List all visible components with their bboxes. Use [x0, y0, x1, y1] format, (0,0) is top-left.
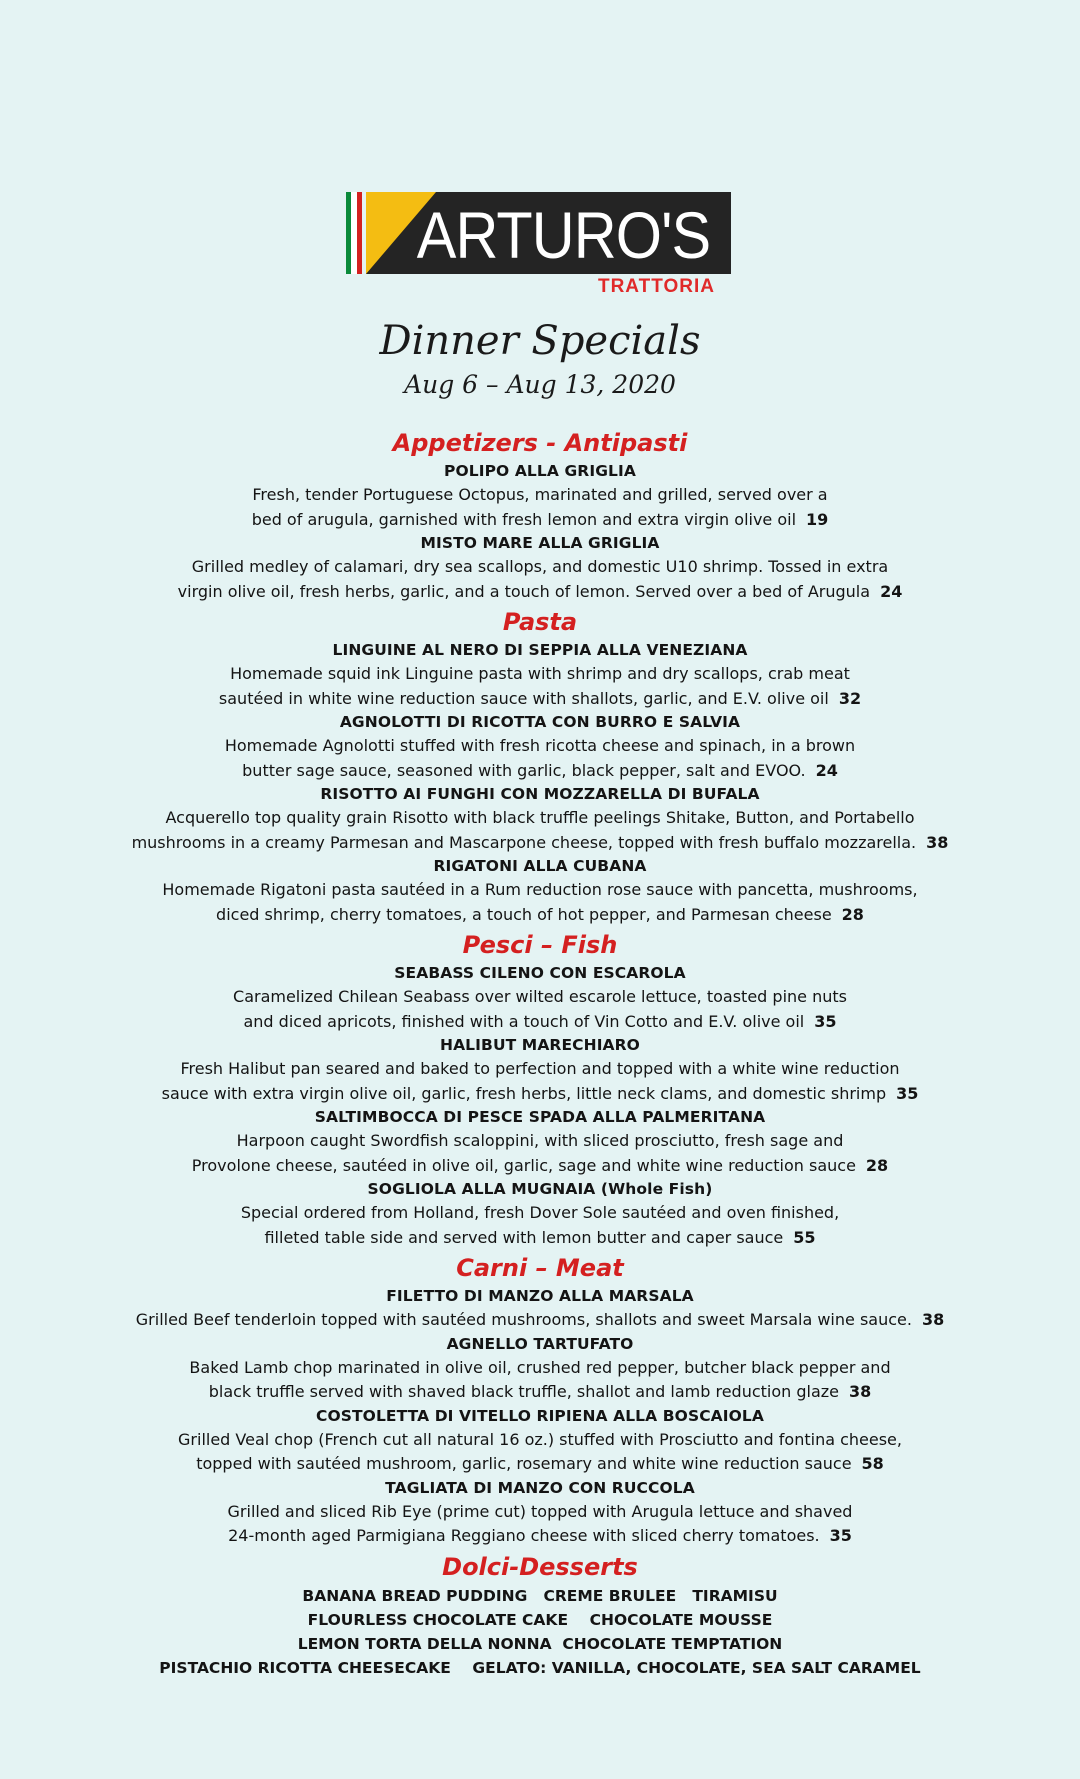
section-title: Appetizers - Antipasti	[392, 429, 688, 457]
section-title: Pasta	[502, 608, 578, 636]
description-text: mushrooms in a creamy Parmesan and Mascarpone cheese, topped with fresh buffalo mozzarella.	[131, 832, 917, 852]
menu-item-description	[0, 1129, 1080, 1154]
menu-item-price: 24	[880, 581, 903, 601]
description-text: 24-month aged Parmigiana Reggiano cheese with sliced cherry tomatoes.	[228, 1526, 820, 1545]
description-text: Harpoon caught Swordfish scaloppini, with sliced prosciutto, fresh sage and	[236, 1131, 844, 1150]
menu-item-name: HALIBUT MARECHIARO	[440, 1036, 640, 1054]
date-range: Aug 6 – Aug 13, 2020	[404, 370, 676, 399]
menu-item-description	[0, 1082, 1080, 1107]
menu-item-description	[0, 759, 1080, 784]
description-text: Grilled and sliced Rib Eye (prime cut) topped with Arugula lettuce and shaved	[227, 1501, 853, 1521]
menu-body	[0, 425, 1080, 1680]
menu-item-description	[0, 662, 1080, 687]
description-text: Baked Lamb chop marinated in olive oil, crushed red pepper, butcher black pepper and	[189, 1357, 891, 1377]
menu-item-price: 35	[829, 1526, 852, 1545]
menu-item-name: AGNOLOTTI DI RICOTTA CON BURRO E SALVIA	[339, 713, 741, 731]
menu-item-description	[0, 1380, 1080, 1405]
section-title: Dolci-Desserts	[442, 1552, 638, 1581]
description-text: topped with sautéed mushroom, garlic, rosemary and white wine reduction sauce	[196, 1454, 852, 1473]
menu-item-description	[0, 1308, 1080, 1333]
menu-item-description	[0, 806, 1080, 831]
dessert-line: LEMON TORTA DELLA NONNA CHOCOLATE TEMPTATION	[297, 1634, 783, 1653]
description-text: Acquerello top quality grain Risotto with black truffle peelings Shitake, Button, and Portabello	[165, 808, 915, 827]
menu-item-name: TAGLIATA DI MANZO CON RUCCOLA	[385, 1478, 695, 1497]
dessert-line: BANANA BREAD PUDDING CREME BRULEE TIRAMISU	[302, 1586, 778, 1605]
menu-item-price: 35	[896, 1083, 919, 1103]
description-text: Homemade Agnolotti stuffed with fresh ricotta cheese and spinach, in a brown	[224, 736, 856, 755]
description-text: Fresh Halibut pan seared and baked to perfection and topped with a white wine reduction	[180, 1059, 900, 1078]
menu-item-description	[0, 903, 1080, 928]
menu-item-description	[0, 483, 1080, 508]
menu-item-description	[0, 1500, 1080, 1525]
menu-item-description	[0, 580, 1080, 605]
menu-item-description	[0, 1428, 1080, 1453]
menu-item-price: 28	[865, 1155, 889, 1175]
menu-item-description	[0, 1452, 1080, 1477]
menu-item-name: LINGUINE AL NERO DI SEPPIA ALLA VENEZIANA	[332, 641, 748, 659]
description-text: sauce with extra virgin olive oil, garlic, fresh herbs, little neck clams, and domestic shrimp	[161, 1083, 887, 1103]
menu-item-name: SOGLIOLA ALLA MUGNAIA (Whole Fish)	[367, 1180, 713, 1198]
menu-item-name: AGNELLO TARTUFATO	[446, 1334, 634, 1353]
description-text: Fresh, tender Portuguese Octopus, marinated and grilled, served over a	[252, 485, 828, 504]
menu-item-price: 28	[841, 904, 864, 924]
menu-item-description	[0, 734, 1080, 759]
logo-subtitle: TRATTORIA	[597, 276, 715, 297]
logo-name: ARTURO'S	[416, 198, 711, 272]
description-text: diced shrimp, cherry tomatoes, a touch of hot pepper, and Parmesan cheese	[216, 904, 832, 924]
menu-item-description	[0, 1524, 1080, 1549]
menu-item-price: 38	[849, 1382, 872, 1401]
description-text: filleted table side and served with lemon butter and caper sauce	[264, 1227, 784, 1247]
description-text: black truffle served with shaved black truffle, shallot and lamb reduction glaze	[208, 1382, 840, 1401]
arturos-logo	[346, 192, 731, 300]
menu-item-description	[0, 1356, 1080, 1381]
description-text: butter sage sauce, seasoned with garlic, black pepper, salt and EVOO.	[242, 760, 806, 780]
menu-item-description	[0, 508, 1080, 533]
menu-item-price: 38	[921, 1310, 945, 1329]
dessert-line: PISTACHIO RICOTTA CHEESECAKE GELATO: VANILLA, CHOCOLATE, SEA SALT CARAMEL	[159, 1658, 921, 1677]
menu-item-name: RIGATONI ALLA CUBANA	[433, 857, 647, 875]
description-text: and diced apricots, finished with a touch of Vin Cotto and E.V. olive oil	[243, 1011, 805, 1031]
menu-item-description	[0, 1154, 1080, 1179]
description-text: sautéed in white wine reduction sauce with shallots, garlic, and E.V. olive oil	[218, 688, 829, 708]
description-text: Homemade squid ink Linguine pasta with shrimp and dry scallops, crab meat	[230, 664, 850, 683]
dessert-line: FLOURLESS CHOCOLATE CAKE CHOCOLATE MOUSSE	[307, 1610, 773, 1629]
description-text: bed of arugula, garnished with fresh lemon and extra virgin olive oil	[251, 509, 797, 529]
menu-item-description	[0, 985, 1080, 1010]
page-title: Dinner Specials	[379, 318, 701, 364]
menu-item-description	[0, 1226, 1080, 1251]
menu-item-name: SALTIMBOCCA DI PESCE SPADA ALLA PALMERITANA	[314, 1108, 766, 1126]
menu-item-description	[0, 687, 1080, 712]
menu-item-price: 55	[793, 1227, 816, 1247]
italian-flag-stripes	[346, 192, 362, 274]
menu-item-name: SEABASS CILENO CON ESCAROLA	[394, 964, 686, 982]
menu-item-price: 32	[838, 688, 862, 708]
menu-item-description	[0, 1201, 1080, 1226]
description-text: Grilled Beef tenderloin topped with sautéed mushrooms, shallots and sweet Marsala wine sauce.	[135, 1310, 912, 1329]
section-title: Pesci – Fish	[462, 931, 618, 959]
menu-item-name: MISTO MARE ALLA GRIGLIA	[420, 534, 660, 552]
description-text: Homemade Rigatoni pasta sautéed in a Rum reduction rose sauce with pancetta, mushrooms,	[162, 880, 918, 899]
menu-item-price: 58	[861, 1454, 884, 1473]
section-title: Carni – Meat	[456, 1254, 624, 1282]
menu-item-name: POLIPO ALLA GRIGLIA	[444, 462, 636, 480]
description-text: Grilled Veal chop (French cut all natural 16 oz.) stuffed with Prosciutto and fontina cheese,	[178, 1429, 902, 1449]
menu-item-price: 35	[814, 1011, 837, 1031]
description-text: Special ordered from Holland, fresh Dover Sole sautéed and oven finished,	[240, 1203, 840, 1222]
description-text: Caramelized Chilean Seabass over wilted escarole lettuce, toasted pine nuts	[233, 987, 847, 1006]
menu-item-description	[0, 831, 1080, 856]
menu-item-description	[0, 878, 1080, 903]
menu-item-description	[0, 1010, 1080, 1035]
menu-item-description	[0, 555, 1080, 580]
description-text: Provolone cheese, sautéed in olive oil, garlic, sage and white wine reduction sauce	[191, 1155, 856, 1175]
menu-item-price: 24	[815, 760, 838, 780]
menu-item-price: 19	[806, 509, 829, 529]
description-text: Grilled medley of calamari, dry sea scallops, and domestic U10 shrimp. Tossed in extra	[191, 557, 889, 576]
menu-item-price: 38	[926, 832, 949, 852]
description-text: virgin olive oil, fresh herbs, garlic, and a touch of lemon. Served over a bed of Arugula	[177, 581, 871, 601]
menu-item-description	[0, 1057, 1080, 1082]
menu-item-name: COSTOLETTA DI VITELLO RIPIENA ALLA BOSCAIOLA	[315, 1406, 764, 1425]
desserts-list	[0, 1584, 1080, 1680]
menu-item-name: FILETTO DI MANZO ALLA MARSALA	[386, 1287, 694, 1305]
menu-item-name: RISOTTO AI FUNGHI CON MOZZARELLA DI BUFALA	[320, 785, 760, 803]
logo-box	[366, 192, 731, 274]
